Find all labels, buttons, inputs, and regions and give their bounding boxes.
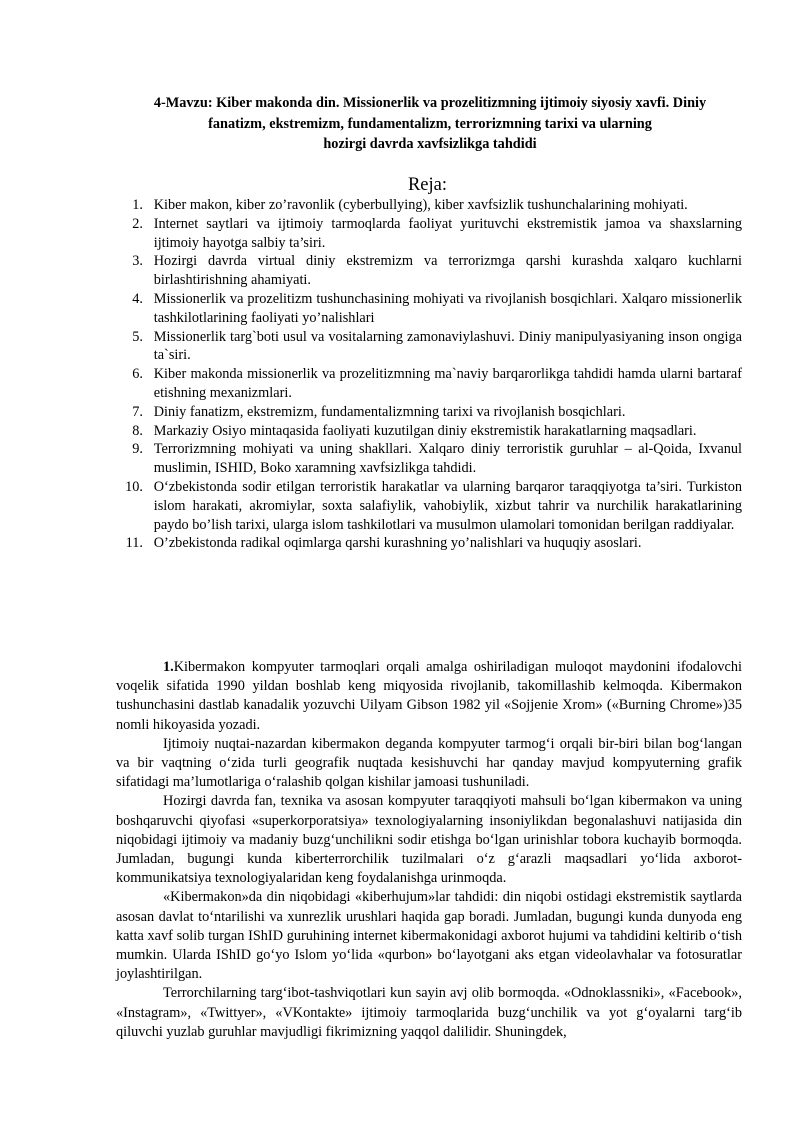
- plan-item-number: 6.: [132, 366, 143, 383]
- plan-item: [116, 534, 742, 553]
- plan-item-number: 3.: [132, 253, 143, 270]
- plan-item-text: Missionerlik targ`boti usul va vositalarning zamonaviylashuvi. Diniy manipulyasiyaning inson ongiga ta`siri.: [153, 328, 742, 364]
- plan-item-number: 11.: [125, 535, 143, 552]
- title-line-1: 4-Mavzu: Kiber makonda din. Missionerlik va prozelitizmning ijtimoiy siyosiy xavfi. Diniy: [153, 95, 707, 111]
- plan-item-text: Kiber makonda missionerlik va prozelitizmning ma`naviy barqarorlikga tahdidi hamda ularni bartaraf etishning mexanizmlari.: [153, 366, 742, 401]
- plan-item-text: Missionerlik va prozelitizm tushunchasining mohiyati va rivojlanish bosqichlari. Xalqaro missionerlik tashkilotlarining faoliyati yo’nalishlari: [153, 290, 742, 326]
- plan-item-number: 7.: [132, 403, 143, 420]
- plan-item-number: 1.: [132, 197, 143, 213]
- plan-heading: Reja:: [407, 175, 448, 195]
- plan-item-number: 5.: [132, 328, 143, 345]
- plan-item-text: Hozirgi davrda virtual diniy ekstremizm va terrorizmga qarshi kurashda xalqaro kuchlarni birlashtirishning ahamiyati.: [153, 253, 742, 289]
- page-title: [100, 93, 760, 155]
- plan-item: [116, 252, 742, 290]
- plan-item: [116, 328, 742, 366]
- plan-item-text: O’zbekistonda radikal oqimlarga qarshi kurashning yo’nalishlari va huquqiy asoslari.: [153, 535, 642, 552]
- title-line-3: hozirgi davrda xavfsizlikga tahdidi: [323, 136, 537, 152]
- title-line-2: fanatizm, ekstremizm, fundamentalizm, terrorizmning tarixi va ularning: [208, 115, 652, 132]
- body-paragraph: [116, 658, 742, 735]
- plan-item-text: Markaziy Osiyo mintaqasida faoliyati kuzutilgan diniy ekstremistik harakatlarning maqsadlari.: [153, 422, 697, 439]
- plan-item-number: 4.: [132, 290, 143, 307]
- body-paragraph: Hozirgi davrda fan, texnika va asosan kompyuter taraqqiyoti mahsuli bo‘lgan kibermakon va uning boshqaruvchi qiyofasi «superkorporatsiya» texnologiyalarning insoniylikdan begonalashuvi natijasida din niqobidagi ijtimoiy va madaniy buzg‘unchilikni sodir etishga bo‘lgan urinishlar tobora kuchayib bormoqda. Jumladan, bugungi kunda kiberterrorchilik tuzilmalari o‘z g‘arazli maqsadlari yo‘lida axborot-kommunikatsiya texnologiyalaridan keng foydalanishga urinmoqda.: [116, 793, 742, 887]
- plan-item-number: 2.: [132, 215, 143, 232]
- body-text: [116, 658, 742, 1042]
- plan-item-number: 10.: [125, 478, 143, 495]
- plan-item: [116, 478, 742, 534]
- plan-item: [116, 422, 742, 441]
- plan-item: [116, 403, 742, 422]
- plan-item: [116, 290, 742, 328]
- plan-item: [116, 196, 742, 215]
- body-paragraph: Terrorchilarning targ‘ibot-tashviqotlari kun sayin avj olib bormoqda. «Odnoklassniki», «Facebook», «Instagram», «Twittyer», «VKontakte» ijtimoiy tarmoqlarida buzg‘unchilik va yot g‘oyalarni targ‘ib qiluvchi yuzlab guruhlar mavjudligi fikrimizning yaqqol dalilidir. Shuningdek,: [116, 985, 742, 1040]
- plan-item: [116, 440, 742, 478]
- plan-item-text: Kiber makon, kiber zo’ravonlik (cyberbullying), kiber xavfsizlik tushunchalarining mohiyati.: [153, 197, 688, 213]
- plan-item: [116, 365, 742, 403]
- plan-item-text: Diniy fanatizm, ekstremizm, fundamentalizmning tarixi va rivojlanish bosqichlari.: [153, 403, 626, 420]
- plan-item-number: 8.: [132, 422, 143, 439]
- plan-item: [116, 215, 742, 253]
- plan-item-text: Terrorizmning mohiyati va uning shakllari. Xalqaro diniy terroristik guruhlar – al-Qoida, Ixvanul muslimin, ISHID, Boko xaramning xavfsizlikga tahdidi.: [153, 441, 742, 477]
- paragraph-number: 1.: [163, 659, 174, 675]
- plan-item-number: 9.: [132, 441, 143, 458]
- plan-item-text: O‘zbekistonda sodir etilgan terroristik harakatlar va ularning barqaror taraqqiyotga ta’siri. Turkiston islom harakati, akromiylar, soxta salafiylik, vahobiylik, xizbut tahrir va nurchilik harakatlarining paydo bo’lish tarixi, ularga islom tashkilotlari va musulmon ulamolari tomonidan berilgan raddiyalar.: [153, 478, 742, 533]
- body-paragraph: Ijtimoiy nuqtai-nazardan kibermakon deganda kompyuter tarmog‘i orqali bir-biri bilan bog‘langan va bir vaqtning o‘zida turli geografik nuqtada kesishuvchi har qanday mavjud kompyuterning grafik sifatidagi ma’lumotlariga o‘ralashib qolgan kishilar jamoasi tushuniladi.: [116, 735, 742, 791]
- body-paragraph: «Kibermakon»da din niqobidagi «kiberhujum»lar tahdidi: din niqobi ostidagi ekstremistik saytlarda asosan davlat to‘ntarilishi va xunrezlik urushlari haqida gap boradi. Jumladan, bugungi kunda dunyoda eng katta xavf solib turgan IShID guruhining internet kibermakonidagi axborot hujumi va tahdidini keltirib o‘tish mumkin. Ularda IShID go‘yo Islom yo‘lida «qurbon» bo‘layotgani aks etgan videolavhalar va fotosuratlar joylashtirilgan.: [116, 889, 742, 983]
- paragraph-text: Kibermakon kompyuter tarmoqlari orqali amalga oshiriladigan muloqot maydonini ifodalovchi voqelik sifatida 1990 yildan boshlab keng miqyosida rivojlanib, takomillashib kelmoqda. Kibermakon tushunchasini dastlab kanadalik yozuvchi Uilyam Gibson 1982 yil «Sojjenie Xrom» («Burning Chrome»)35 nomli hikoyasida yozadi.: [116, 659, 742, 733]
- plan-list: [116, 196, 742, 553]
- plan-item-text: Internet saytlari va ijtimoiy tarmoqlarda faoliyat yurituvchi ekstremistik jamoa va shaxslarning ijtimoiy hayotga salbiy ta’siri.: [153, 215, 742, 251]
